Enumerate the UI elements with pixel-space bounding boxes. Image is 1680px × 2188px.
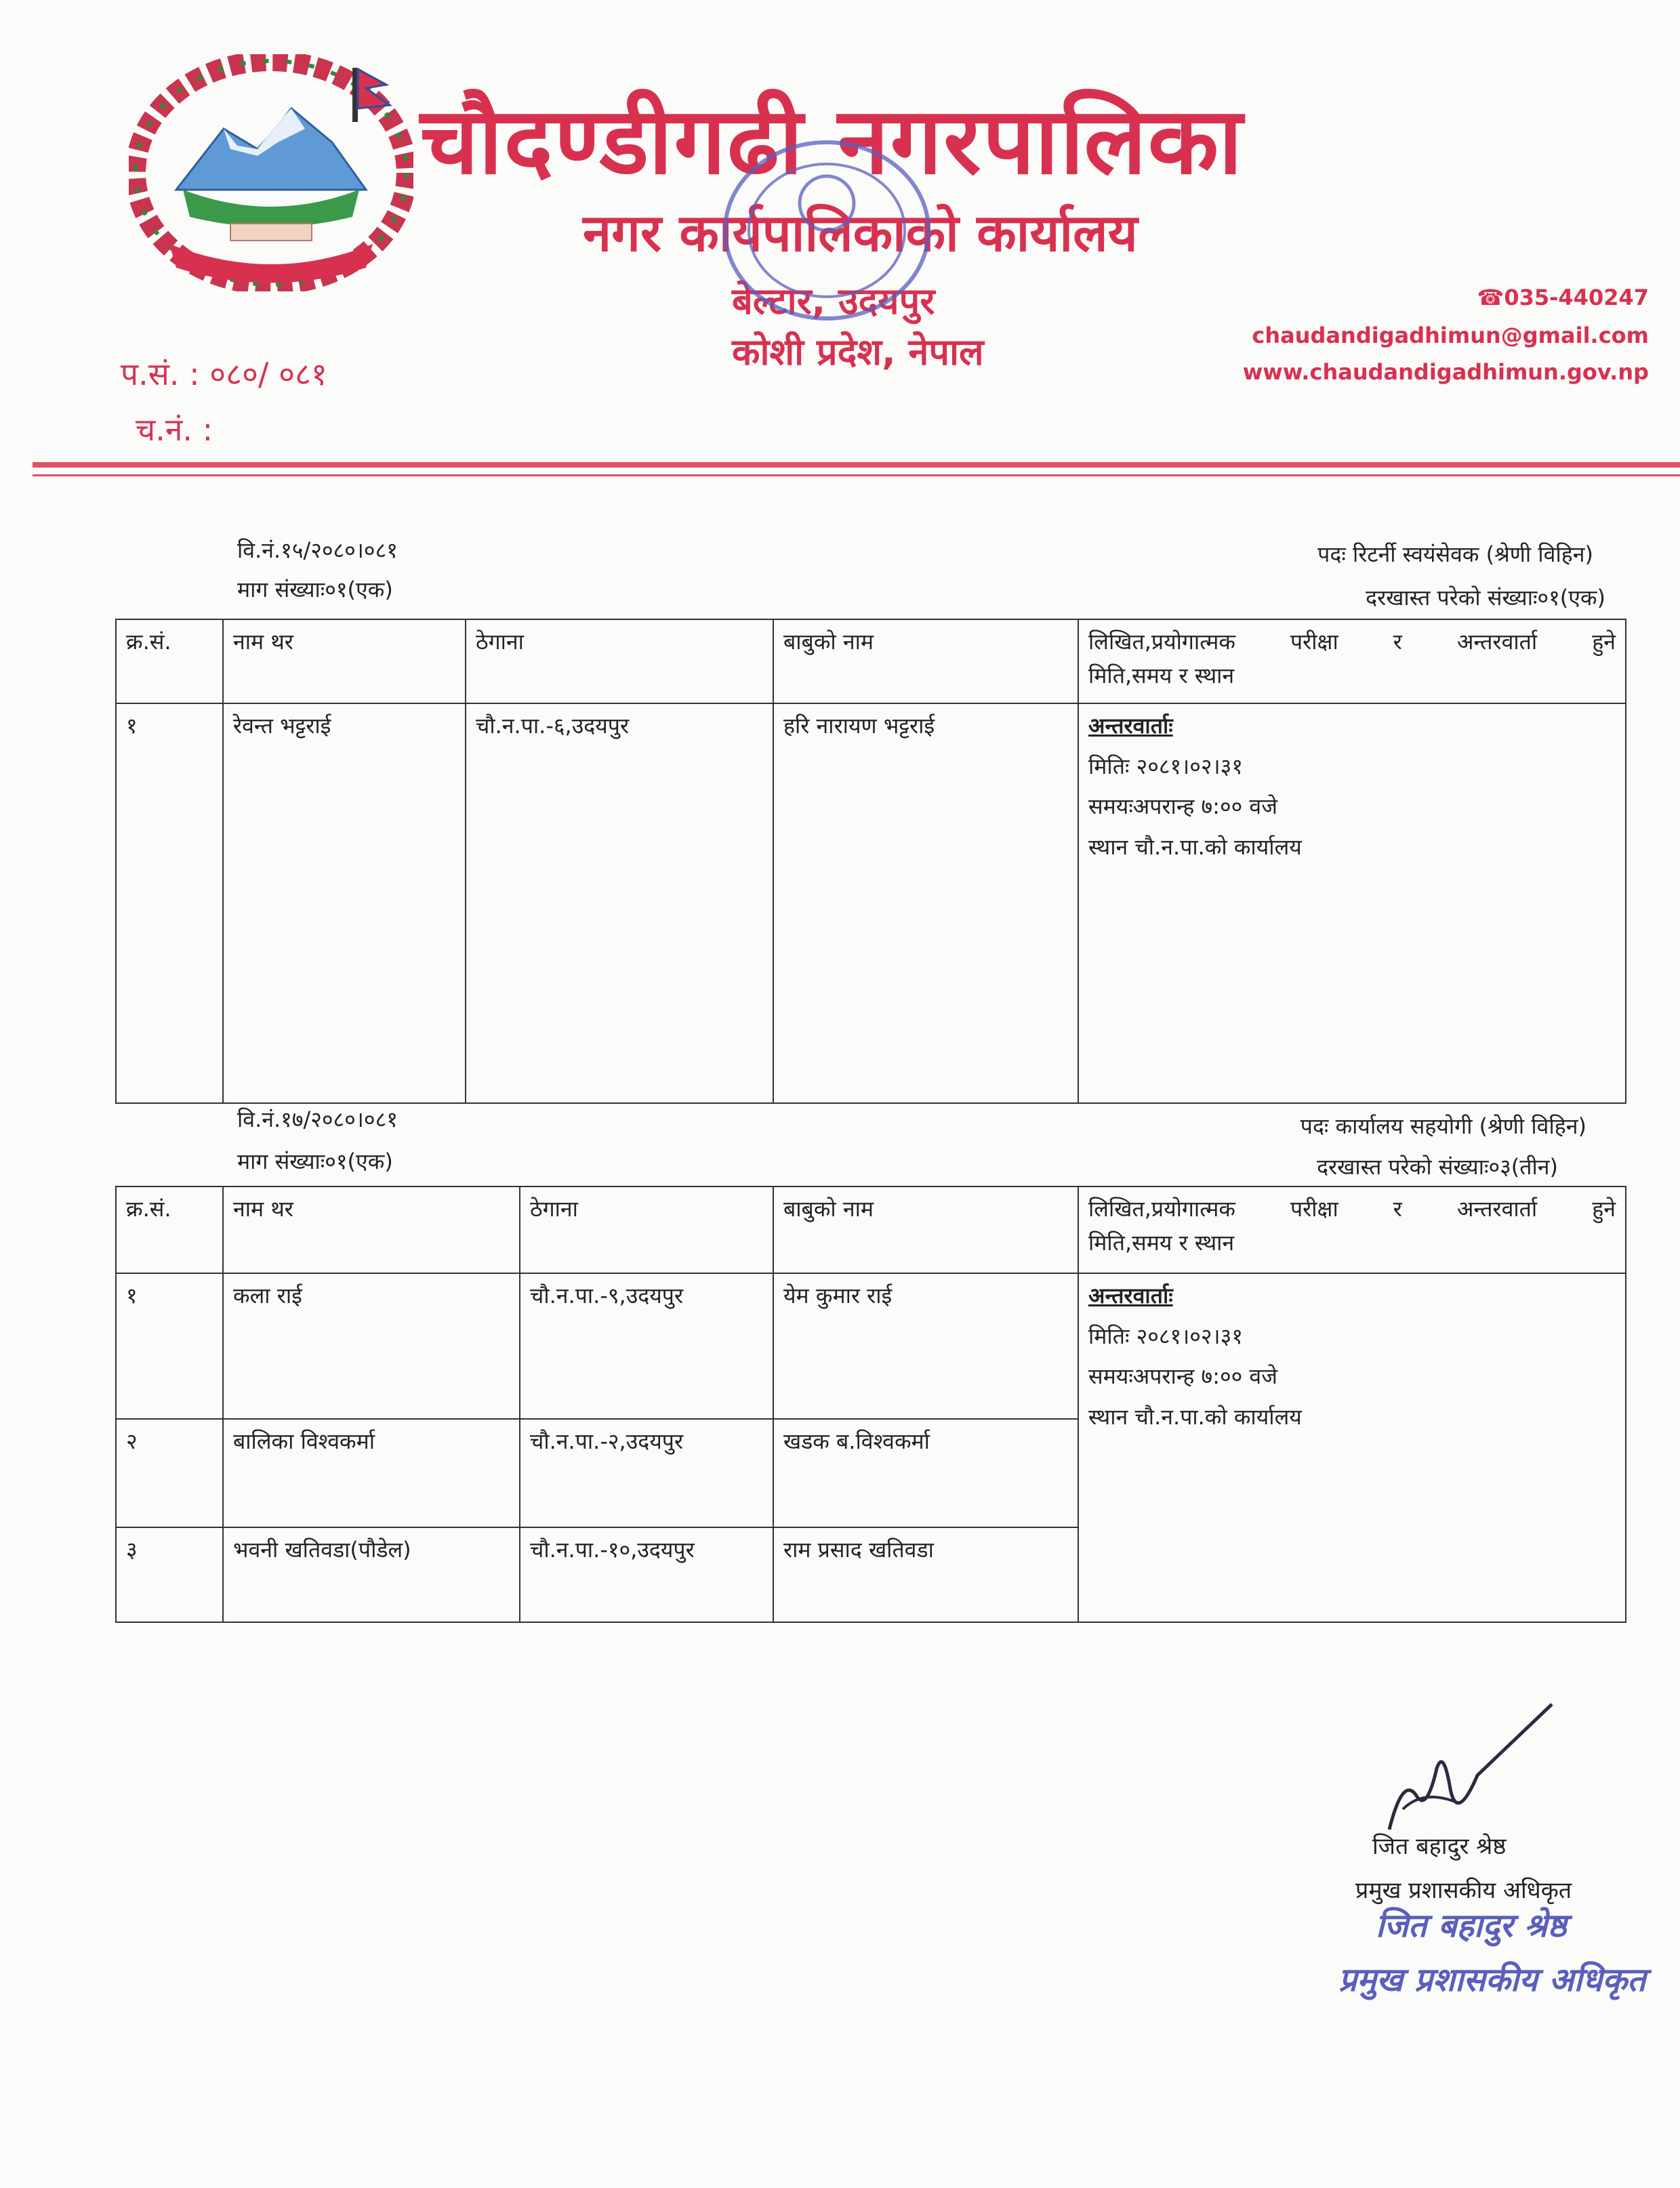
office-province: कोशी प्रदेश, नेपाल xyxy=(732,331,984,373)
applicant-count: दरखास्त परेको संख्याः०३(तीन) xyxy=(1317,1154,1558,1180)
name-cell: कला राई xyxy=(223,1273,520,1419)
table-header-row xyxy=(116,1186,1626,1273)
signatory-name: जित बहादुर श्रेष्ठ xyxy=(1372,1833,1507,1860)
telephone-icon: ☎ xyxy=(1477,285,1504,310)
office-address: बेल्टार, उदयपुर xyxy=(732,280,935,323)
municipality-name: चौदण्डीगढी नगरपालिका xyxy=(420,88,1244,195)
nepal-emblem-icon xyxy=(129,54,413,291)
stamp-name: जित बहादुर श्रेष्ठ xyxy=(1376,1907,1567,1945)
contact-email[interactable]: chaudandigadhimun@gmail.com xyxy=(1252,323,1649,348)
address-cell: चौ.न.पा.-२,उदयपुर xyxy=(520,1419,773,1527)
office-name: नगर कार्यपालिकाको कार्यालय xyxy=(583,203,1138,263)
applicant-count: दरखास्त परेको संख्याः०१(एक) xyxy=(1366,585,1605,611)
reference-number: प.सं. : ०८०/ ०८१ xyxy=(121,356,327,392)
column-header: बाबुको नाम xyxy=(773,1186,1078,1273)
office-seal-icon xyxy=(712,129,942,332)
vacancy-number: वि.नं.१७/२०८०।०८१ xyxy=(237,1107,398,1132)
father-name-cell: हरि नारायण भट्टराई xyxy=(773,703,1078,1103)
contact-phone: ☎035-440247 xyxy=(1477,285,1649,310)
name-cell: रेवन्त भट्टराई xyxy=(223,703,466,1103)
column-header: बाबुको नाम xyxy=(773,619,1078,703)
father-name-cell: खडक ब.विश्वकर्मा xyxy=(773,1419,1078,1527)
dispatch-number: च.नं. : xyxy=(136,411,213,448)
address-cell: चौ.न.पा.-१०,उदयपुर xyxy=(520,1527,773,1622)
serial-cell: १ xyxy=(116,1273,223,1419)
address-cell: चौ.न.पा.-६,उदयपुर xyxy=(466,703,773,1103)
father-name-cell: राम प्रसाद खतिवडा xyxy=(773,1527,1078,1622)
candidate-table xyxy=(115,1186,1626,1623)
candidate-table xyxy=(115,619,1626,1104)
column-header: ठेगाना xyxy=(466,619,773,703)
post-title: पदः कार्यालय सहयोगी (श्रेणी विहिन) xyxy=(1300,1113,1586,1139)
column-header: लिखित,प्रयोगात्मक परीक्षा र अन्तरवार्ता हुने मिति,समय र स्थान xyxy=(1078,1186,1626,1273)
contact-website[interactable]: www.chaudandigadhimun.gov.np xyxy=(1242,359,1649,385)
name-cell: भवनी खतिवडा(पौडेल) xyxy=(223,1527,520,1622)
father-name-cell: येम कुमार राई xyxy=(773,1273,1078,1419)
vacancy-number: वि.नं.१५/२०८०।०८१ xyxy=(237,537,398,563)
stamp-designation: प्रमुख प्रशासकीय अधिकृत xyxy=(1338,1961,1646,1999)
serial-cell: २ xyxy=(116,1419,223,1527)
column-header: लिखित,प्रयोगात्मक परीक्षा र अन्तरवार्ता हुने मिति,समय र स्थान xyxy=(1078,619,1626,703)
column-header: नाम थर xyxy=(223,1186,520,1273)
column-header: ठेगाना xyxy=(520,1186,773,1273)
post-title: पदः रिटर्नी स्वयंसेवक (श्रेणी विहिन) xyxy=(1317,541,1593,567)
demand-count: माग संख्याः०१(एक) xyxy=(237,1149,393,1174)
column-header: नाम थर xyxy=(223,619,466,703)
header-divider-thin xyxy=(33,474,1680,476)
exam-details-cell: अन्तरवार्ताः मितिः २०८१।०२।३१ समयःअपरान्ह ७:०० वजे स्थान चौ.न.पा.को कार्यालय xyxy=(1078,703,1626,1103)
signatory-designation: प्रमुख प्रशासकीय अधिकृत xyxy=(1355,1877,1572,1904)
serial-cell: ३ xyxy=(116,1527,223,1622)
address-cell: चौ.न.पा.-९,उदयपुर xyxy=(520,1273,773,1419)
name-cell: बालिका विश्वकर्मा xyxy=(223,1419,520,1527)
serial-cell: १ xyxy=(116,703,223,1103)
exam-details-cell: अन्तरवार्ताः मितिः २०८१।०२।३१ समयःअपरान्ह ७:०० वजे स्थान चौ.न.पा.को कार्यालय xyxy=(1078,1273,1626,1622)
table-row xyxy=(116,1273,1626,1419)
demand-count: माग संख्याः०१(एक) xyxy=(237,577,393,602)
table-header-row xyxy=(116,619,1626,703)
header-divider xyxy=(33,462,1680,468)
column-header: क्र.सं. xyxy=(116,619,223,703)
table-row xyxy=(116,703,1626,1103)
column-header: क्र.सं. xyxy=(116,1186,223,1273)
